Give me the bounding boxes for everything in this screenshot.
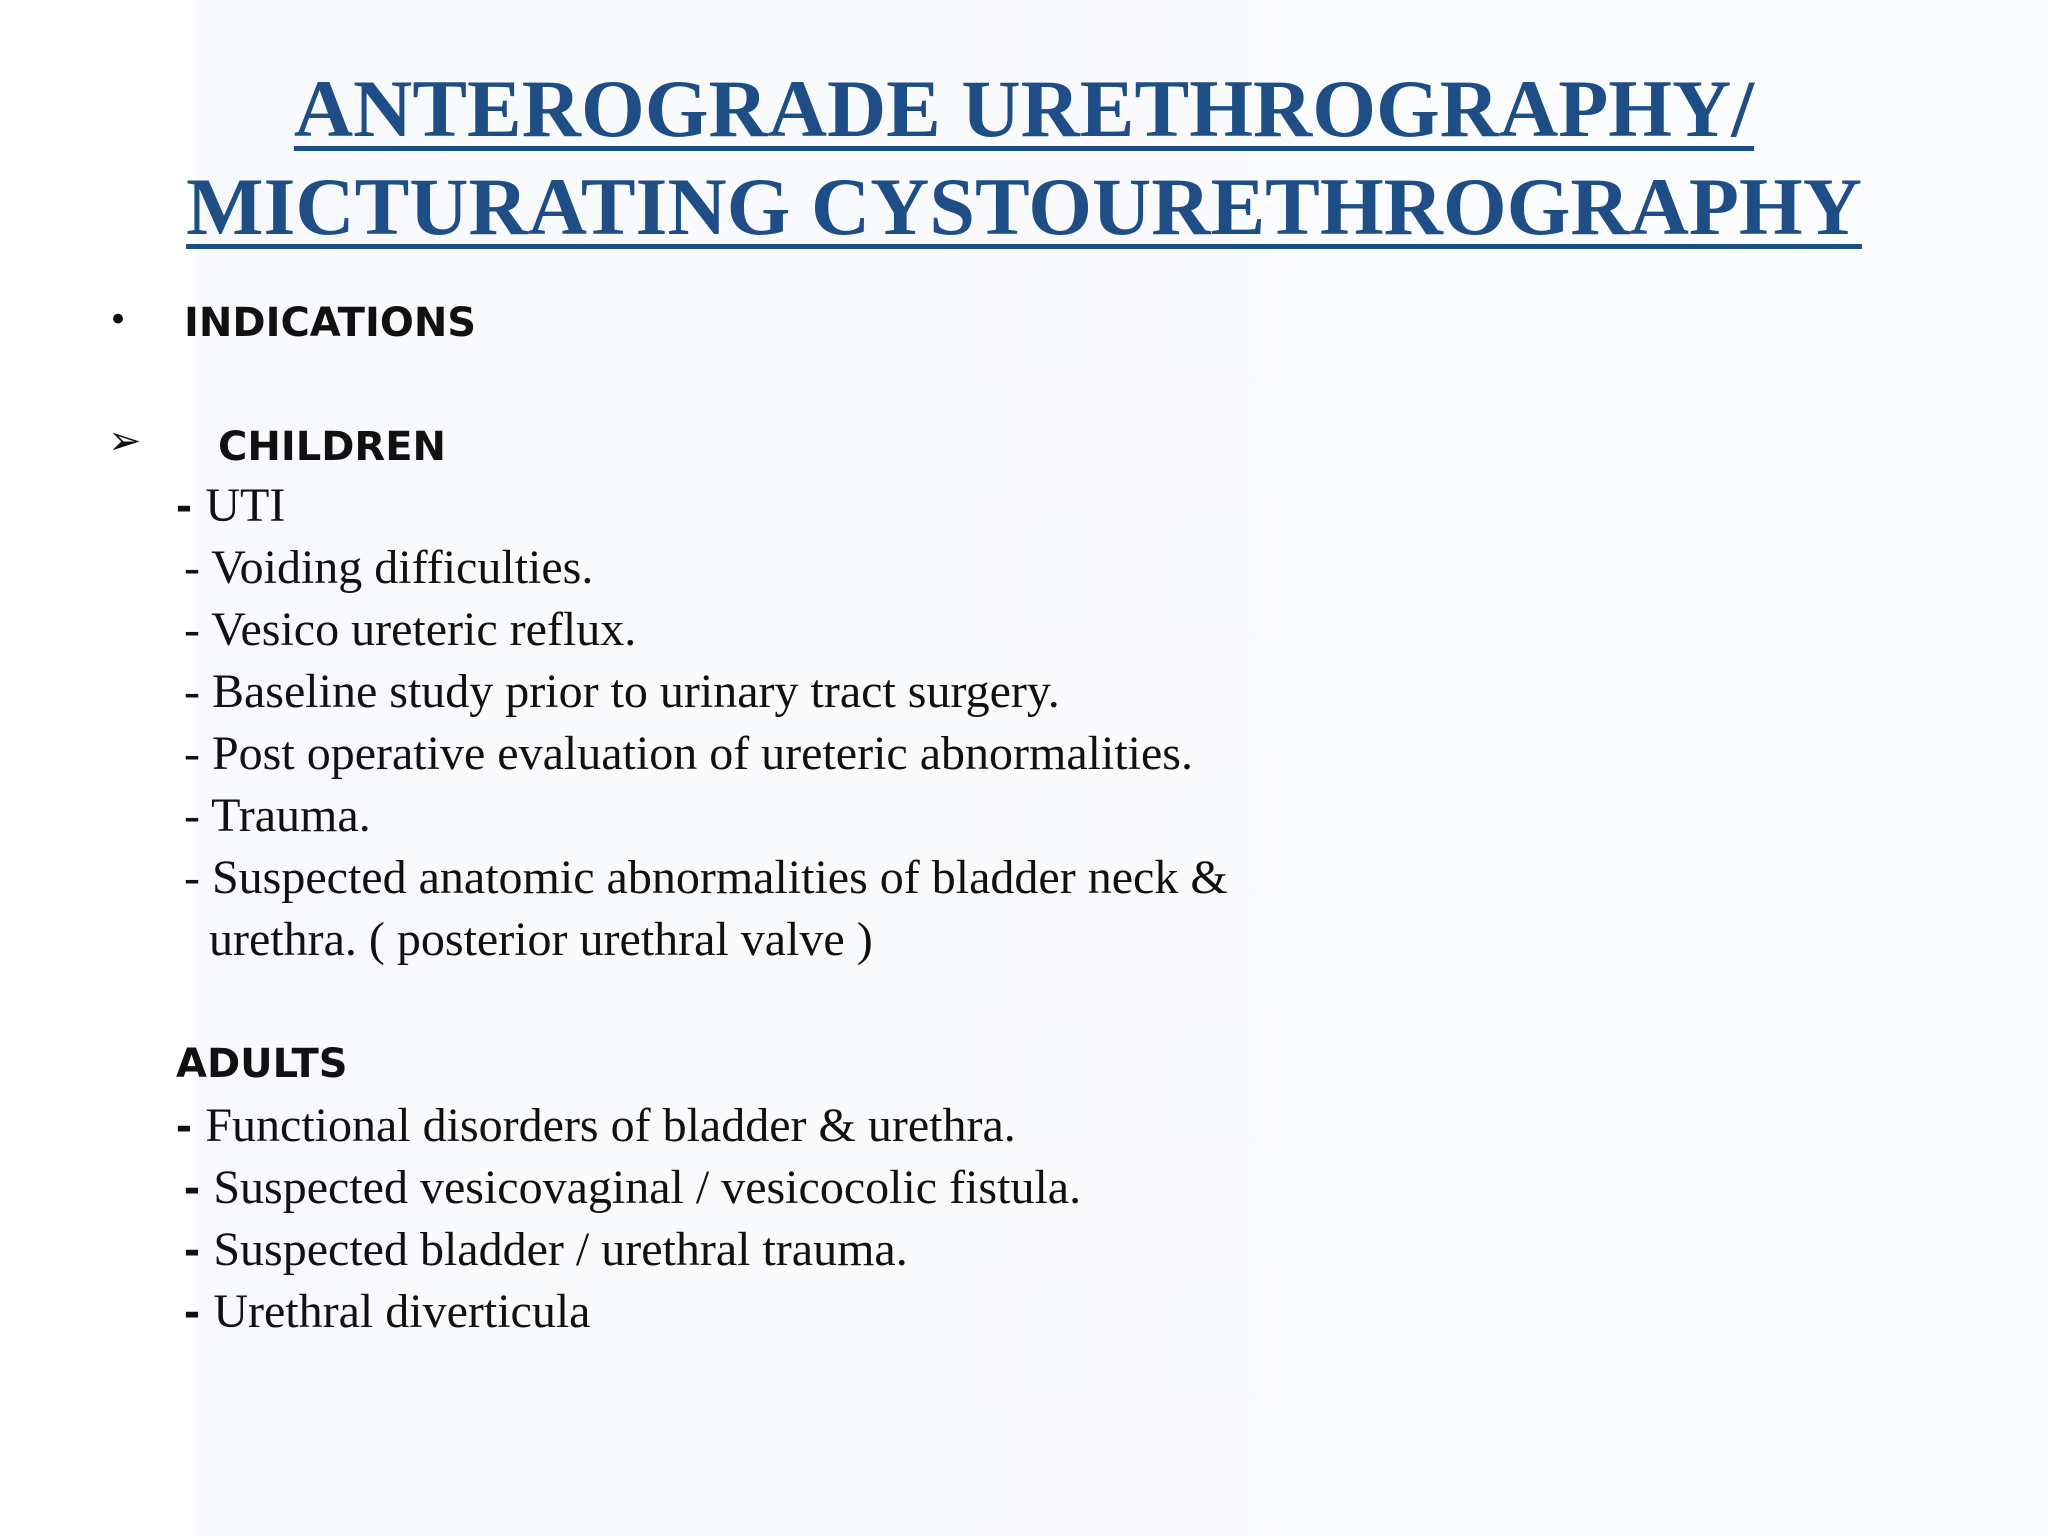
children-item: - Vesico ureteric reflux. <box>184 603 637 656</box>
children-heading: CHILDREN <box>218 424 447 470</box>
slide-title <box>0 60 2048 256</box>
adults-item: - Urethral diverticula <box>184 1285 591 1338</box>
arrow-bullet-icon: ➢ <box>108 418 142 464</box>
indications-heading: INDICATIONS <box>184 300 477 346</box>
children-item: - Post operative evaluation of ureteric abnormalities. <box>184 727 1193 780</box>
title-line-2: MICTURATING CYSTOURETHROGRAPHY <box>186 161 1862 252</box>
children-item: - Suspected anatomic abnormalities of bladder neck & <box>184 851 1228 904</box>
adults-item: - Functional disorders of bladder & urethra. <box>176 1099 1016 1152</box>
bullet-dot-icon: • <box>108 300 129 340</box>
children-item: - Baseline study prior to urinary tract surgery. <box>184 665 1060 718</box>
title-line-1: ANTEROGRADE URETHROGRAPHY/ <box>293 63 1755 154</box>
children-item: - Voiding difficulties. <box>184 541 594 594</box>
children-item: - Trauma. <box>184 789 371 842</box>
adults-heading: ADULTS <box>176 1041 348 1087</box>
children-item-continued: urethra. ( posterior urethral valve ) <box>209 913 873 966</box>
children-item: - UTI <box>176 479 286 532</box>
adults-item: - Suspected vesicovaginal / vesicocolic fistula. <box>184 1161 1082 1214</box>
adults-item: - Suspected bladder / urethral trauma. <box>184 1223 908 1276</box>
